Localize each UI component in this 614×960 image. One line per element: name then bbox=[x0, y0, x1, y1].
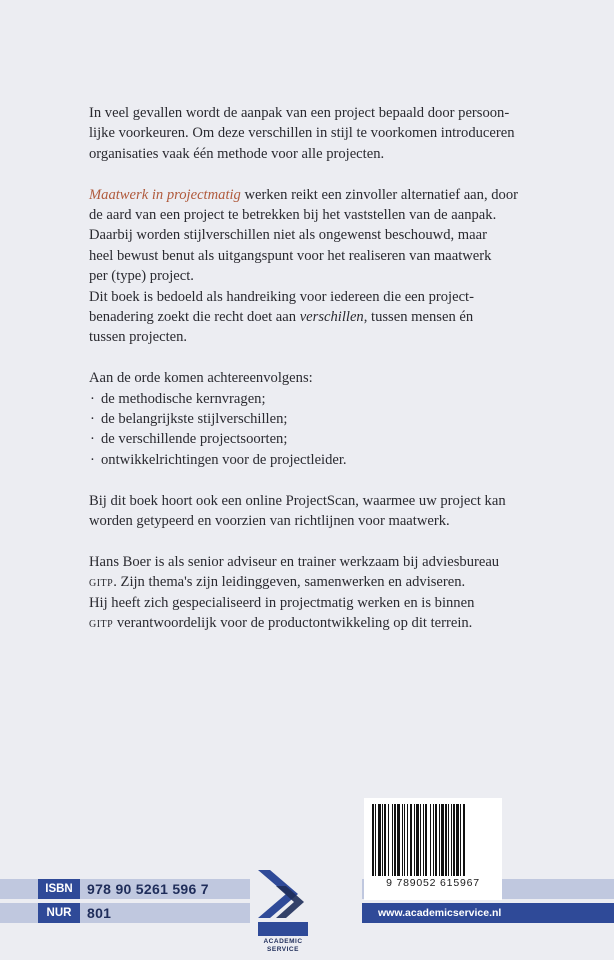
company-name: gitp bbox=[89, 574, 114, 591]
paragraph-author bbox=[89, 552, 529, 634]
isbn-label: ISBN bbox=[38, 879, 80, 899]
text-line: werken reikt een zinvoller alternatief aan, door bbox=[240, 186, 519, 203]
text-line: Hij heeft zich gespecialiseerd in projectmatig werken en is binnen bbox=[89, 594, 475, 611]
barcode-icon bbox=[372, 804, 494, 878]
list-intro: Aan de orde komen achtereenvolgens: bbox=[89, 370, 313, 387]
text-line: verantwoordelijk voor de productontwikkeling op dit terrein. bbox=[113, 615, 473, 632]
logo-wordmark bbox=[250, 938, 316, 953]
emphasis-text: verschillen bbox=[299, 309, 364, 326]
text-line: benadering zoekt die recht doet aan bbox=[89, 309, 300, 326]
text-line: Hans Boer is als senior adviseur en trainer werkzaam bij adviesbureau bbox=[89, 553, 500, 570]
topic-list bbox=[89, 389, 529, 471]
logo-line: SERVICE bbox=[267, 945, 299, 953]
text-line: lijke voorkeuren. Om deze verschillen in stijl te voorkomen introduceren bbox=[89, 125, 515, 142]
text-line: tussen projecten. bbox=[89, 329, 188, 346]
text-line: per (type) project. bbox=[89, 268, 194, 285]
text-line: In veel gevallen wordt de aanpak van een project bepaald door persoon- bbox=[89, 105, 510, 121]
text-line: Dit boek is bedoeld als handreiking voor iedereen die een project- bbox=[89, 288, 474, 305]
barcode-digits: 9 789052 615967 bbox=[386, 877, 480, 889]
list-item: · ontwikkelrichtingen voor de projectleider. bbox=[89, 450, 529, 470]
list-item: · de belangrijkste stijlverschillen; bbox=[89, 409, 529, 429]
text-line: Bij dit boek hoort ook een online ProjectScan, waarmee uw project kan bbox=[89, 492, 506, 509]
list-item: · de verschillende projectsoorten; bbox=[89, 429, 529, 449]
paragraph-projectscan bbox=[89, 491, 529, 532]
text-line: worden getypeerd en voorzien van richtlijnen voor maatwerk. bbox=[89, 513, 450, 530]
text-line: , tussen mensen én bbox=[363, 309, 474, 326]
text-line: Daarbij worden stijlverschillen niet als ongewenst beschouwd, maar bbox=[89, 227, 487, 244]
logo-line: ACADEMIC bbox=[263, 938, 303, 945]
blurb-text bbox=[89, 103, 529, 634]
book-title-accent: Maatwerk in projectmatig bbox=[89, 186, 241, 203]
company-name: gitp bbox=[89, 615, 114, 632]
list-item: · de methodische kernvragen; bbox=[89, 389, 529, 409]
isbn-value: 978 90 5261 596 7 bbox=[87, 881, 209, 897]
paragraph-intro bbox=[89, 103, 529, 164]
nur-label: NUR bbox=[38, 903, 80, 923]
nur-value: 801 bbox=[87, 905, 112, 921]
isbn-barcode bbox=[364, 798, 502, 900]
text-line: de aard van een project te betrekken bij het vaststellen van de aanpak. bbox=[89, 207, 497, 224]
text-line: . Zijn thema's zijn leidinggeven, samenwerken en adviseren. bbox=[113, 574, 466, 591]
text-line: heel bewust benut als uitgangspunt voor het realiseren van maatwerk bbox=[89, 247, 492, 264]
website-link[interactable]: www.academicservice.nl bbox=[378, 907, 502, 919]
text-line: organisaties vaak één methode voor alle projecten. bbox=[89, 145, 385, 162]
paragraph-maatwerk bbox=[89, 185, 529, 348]
